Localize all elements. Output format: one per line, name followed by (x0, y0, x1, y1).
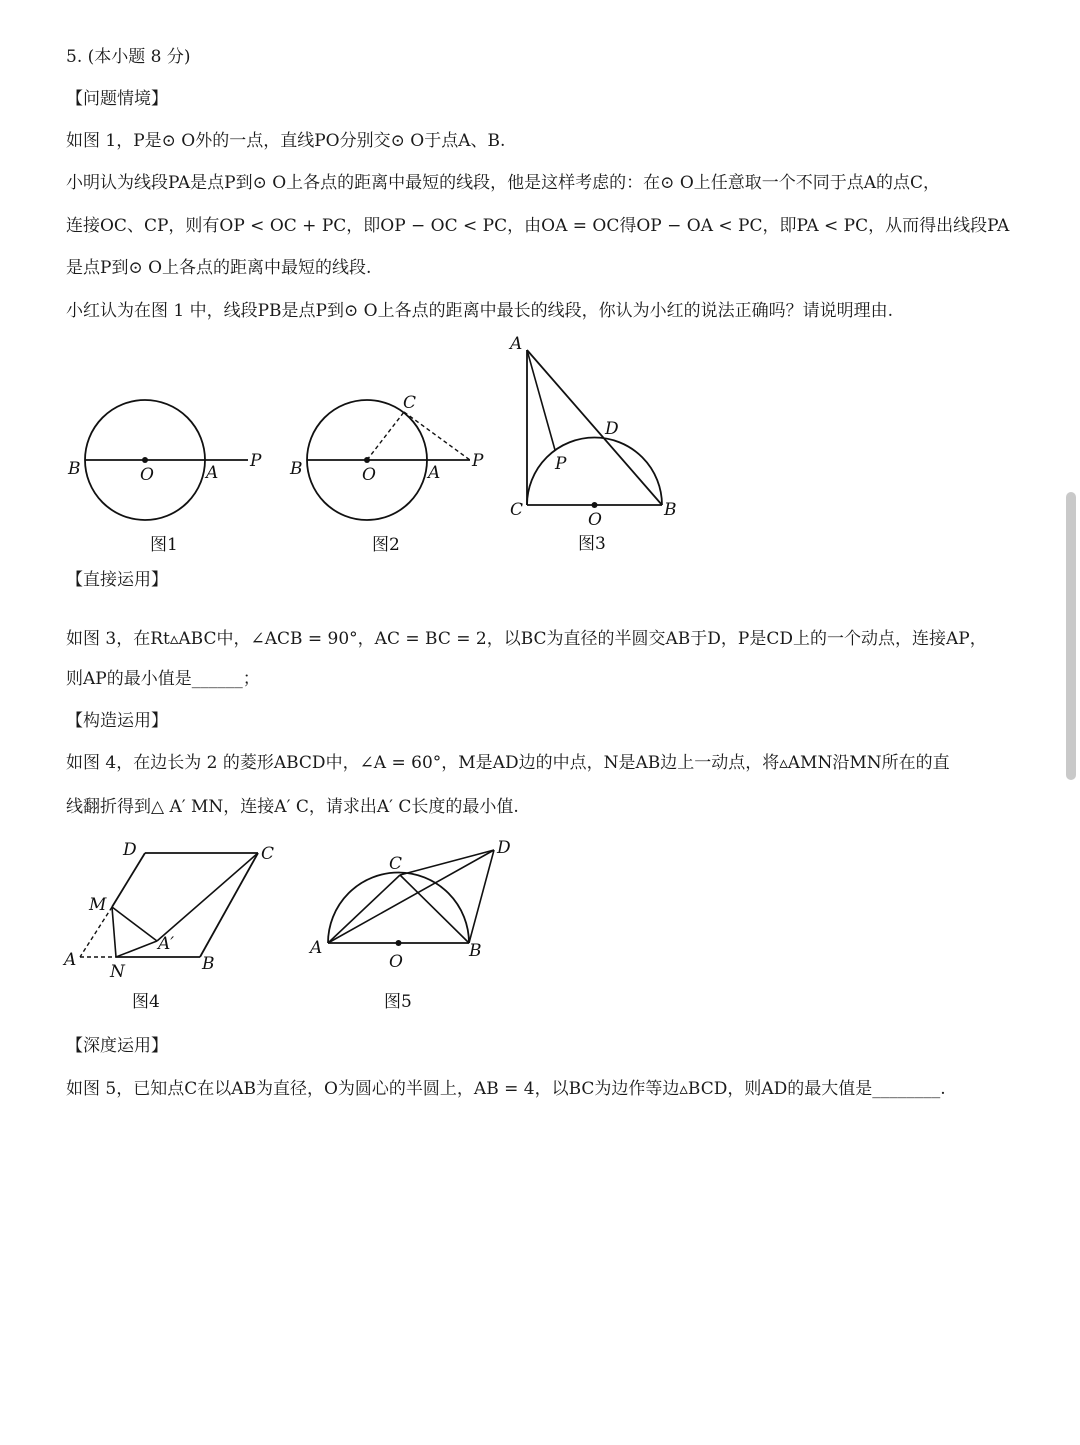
problem-text-line: 是点P到⊙ O上各点的距离中最短的线段. (66, 258, 372, 278)
label-c: C (403, 393, 417, 413)
segment-cd (400, 850, 494, 875)
segment-cp (404, 412, 470, 460)
problem-text-line: 则AP的最小值是______； (66, 669, 260, 689)
figure-4-caption: 图4 (132, 992, 160, 1012)
problem-text-line: 线翻折得到△ A′ MN，连接A′ C，请求出A′ C长度的最小值. (66, 797, 519, 817)
problem-text-line: 连接OC、CP，则有OP < OC + PC，即OP − OC < PC，由OA = OC得OP − OA < PC，即PA < PC，从而得出线段PA (66, 216, 1010, 236)
problem-text-line: 如图 4，在边长为 2 的菱形ABCD中，∠A = 60°，M是AD边的中点，N是AB边上一动点，将▵AMN沿MN所在的直 (66, 753, 950, 773)
figure-1 (60, 390, 270, 560)
label-a: A (428, 463, 441, 483)
vertical-scrollbar[interactable] (1066, 492, 1076, 780)
label-a: A (310, 938, 323, 958)
segment-ad (328, 850, 494, 943)
figure-4 (60, 835, 290, 1015)
label-a: A (510, 335, 523, 354)
problem-text-line: 如图 3，在Rt▵ABC中，∠ACB = 90°，AC = BC = 2，以BC为直径的半圆交AB于D，P是CD上的一个动点，连接AP， (66, 629, 987, 649)
label-d: D (605, 419, 619, 439)
segment-ab (527, 350, 662, 505)
segment-mn (112, 907, 116, 957)
section-heading-construct: 【构造运用】 (66, 711, 168, 731)
label-o: O (389, 952, 403, 972)
label-d: D (497, 838, 511, 858)
label-b: B (202, 954, 215, 974)
label-d: D (123, 840, 137, 860)
figure-2 (282, 390, 492, 560)
semicircle-bc (527, 438, 662, 505)
label-c: C (389, 854, 403, 874)
semicircle-ab (328, 873, 469, 944)
segment-oc (367, 412, 404, 460)
segment-na2 (116, 941, 157, 957)
problem-text-line: 如图 1，P是⊙ O外的一点，直线PO分别交⊙ O于点A、B. (66, 131, 506, 151)
section-heading-depth: 【深度运用】 (66, 1036, 168, 1056)
label-c: C (510, 500, 524, 520)
label-b: B (290, 459, 303, 479)
figure-3-caption: 图3 (578, 534, 606, 554)
center-point (592, 502, 598, 508)
label-a: A (64, 950, 77, 970)
section-heading-problem: 【问题情境】 (66, 89, 168, 109)
label-p: P (250, 451, 262, 471)
label-c: C (261, 844, 275, 864)
label-a-prime: A′ (158, 934, 175, 954)
label-o: O (362, 465, 376, 485)
segment-cb (200, 853, 258, 957)
label-a: A (206, 463, 219, 483)
figure-5-caption: 图5 (384, 992, 412, 1012)
segment-a2c (157, 853, 258, 941)
segment-cb (400, 875, 469, 943)
figure-3 (500, 335, 700, 560)
center-point (396, 940, 402, 946)
problem-text-line: 小明认为线段PA是点P到⊙ O上各点的距离中最短的线段，他是这样考虑的：在⊙ O上任意取一个不同于点A的点C， (66, 173, 941, 193)
section-heading-direct: 【直接运用】 (66, 570, 168, 590)
figure-5 (300, 835, 530, 1015)
question-number: 5. (本小题 8 分) (66, 47, 191, 67)
problem-text-line: 如图 5，已知点C在以AB为直径，O为圆心的半圆上，AB = 4，以BC为边作等边▵BCD，则AD的最大值是________. (66, 1079, 946, 1099)
segment-dm (112, 853, 145, 907)
label-o: O (140, 465, 154, 485)
label-m: M (89, 895, 107, 915)
center-point (142, 457, 148, 463)
figure-1-caption: 图1 (150, 535, 178, 555)
figure-2-caption: 图2 (372, 535, 400, 555)
label-b: B (469, 941, 482, 961)
label-p: P (472, 451, 484, 471)
label-b: B (68, 459, 81, 479)
label-p: P (555, 454, 567, 474)
label-o: O (588, 510, 602, 530)
problem-text-line: 小红认为在图 1 中，线段PB是点P到⊙ O上各点的距离中最长的线段，你认为小红的说法正确吗？请说明理由. (66, 301, 893, 321)
center-point (364, 457, 370, 463)
label-b: B (664, 500, 677, 520)
label-n: N (110, 962, 125, 982)
segment-bd (469, 850, 494, 943)
segment-ma2 (112, 907, 157, 941)
